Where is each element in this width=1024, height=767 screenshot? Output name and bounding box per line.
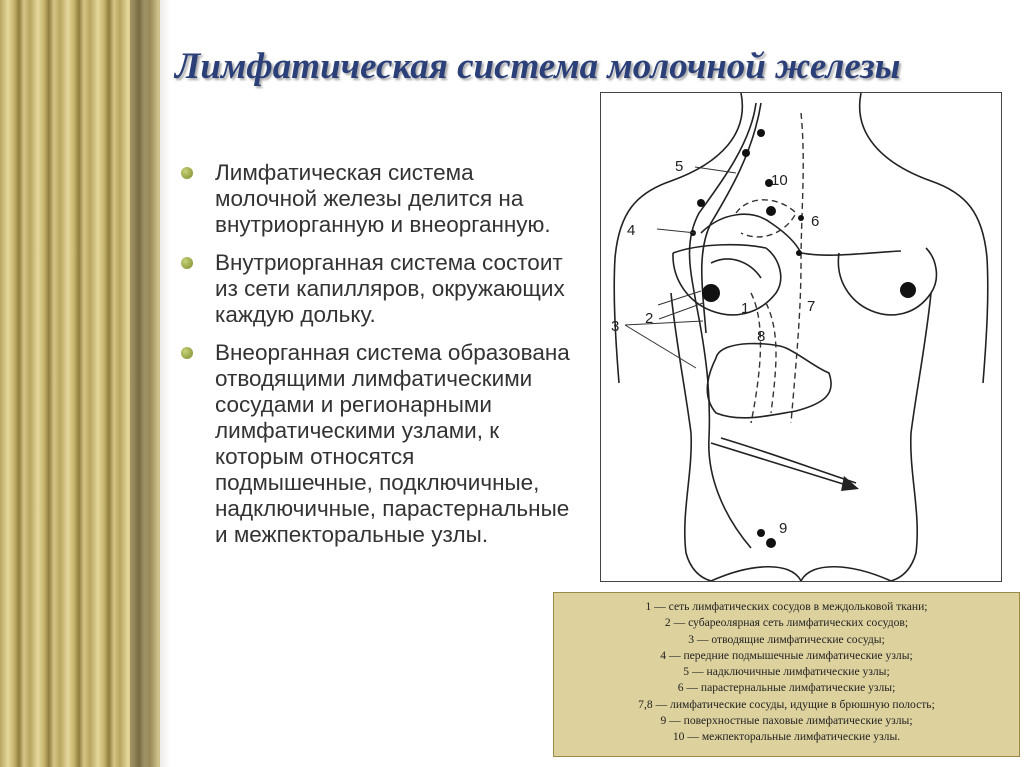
figure-label-3: 3	[611, 318, 620, 335]
bullet-text: Внутриорганная система состоит из сети капилляров, окружающих каждую дольку.	[215, 250, 565, 327]
bullet-dot-icon	[181, 167, 193, 179]
bullet-text: Внеорганная система образована отводящими лимфатическими сосудами и регионарными лимфатическими узлами, к которым относятся подмышечные, подключичные, надключичные, парастернальные и межпекторальные узлы.	[215, 340, 570, 547]
figure-label-9: 9	[779, 520, 788, 537]
legend-item: 5 — надключичные лимфатические узлы;	[683, 665, 890, 679]
legend-item: 3 — отводящие лимфатические сосуды;	[688, 632, 885, 646]
figure-label-2: 2	[645, 310, 654, 327]
bullet-dot-icon	[181, 257, 193, 269]
legend-item: 2 — субареолярная сеть лимфатических сосудов;	[664, 616, 909, 630]
bullet-list	[178, 160, 578, 560]
stripes-shadow	[130, 0, 170, 767]
bullet-item	[178, 160, 578, 238]
legend-item: 7,8 — лимфатические сосуды, идущие в брюшную полость;	[638, 697, 935, 711]
legend-item: 4 — передние подмышечные лимфатические узлы;	[660, 648, 913, 662]
figure-label-5: 5	[675, 158, 684, 175]
legend-item: 10 — межпекторальные лимфатические узлы.	[672, 730, 901, 744]
figure-legend	[553, 592, 1020, 757]
bullet-item	[178, 250, 578, 328]
figure-label-1: 1	[741, 300, 750, 317]
legend-item: 1 — сеть лимфатических сосудов в междольковой ткани;	[645, 600, 928, 613]
figure-label-8: 8	[757, 328, 766, 345]
lymphatic-system-diagram	[601, 93, 1001, 581]
bullet-item	[178, 340, 578, 548]
legend-item: 6 — парастернальные лимфатические узлы;	[677, 681, 896, 695]
figure-label-10: 10	[771, 172, 788, 189]
slide-title: Лимфатическая система молочной железы	[175, 46, 901, 87]
bullet-text: Лимфатическая система молочной железы делится на внутриорганную и внеорганную.	[215, 160, 551, 237]
figure-label-4: 4	[627, 222, 636, 239]
figure-label-7: 7	[807, 298, 816, 315]
figure-label-6: 6	[811, 213, 820, 230]
legend-item: 9 — поверхностные паховые лимфатические узлы;	[660, 714, 913, 728]
anatomy-figure	[600, 92, 1002, 582]
bullet-dot-icon	[181, 347, 193, 359]
